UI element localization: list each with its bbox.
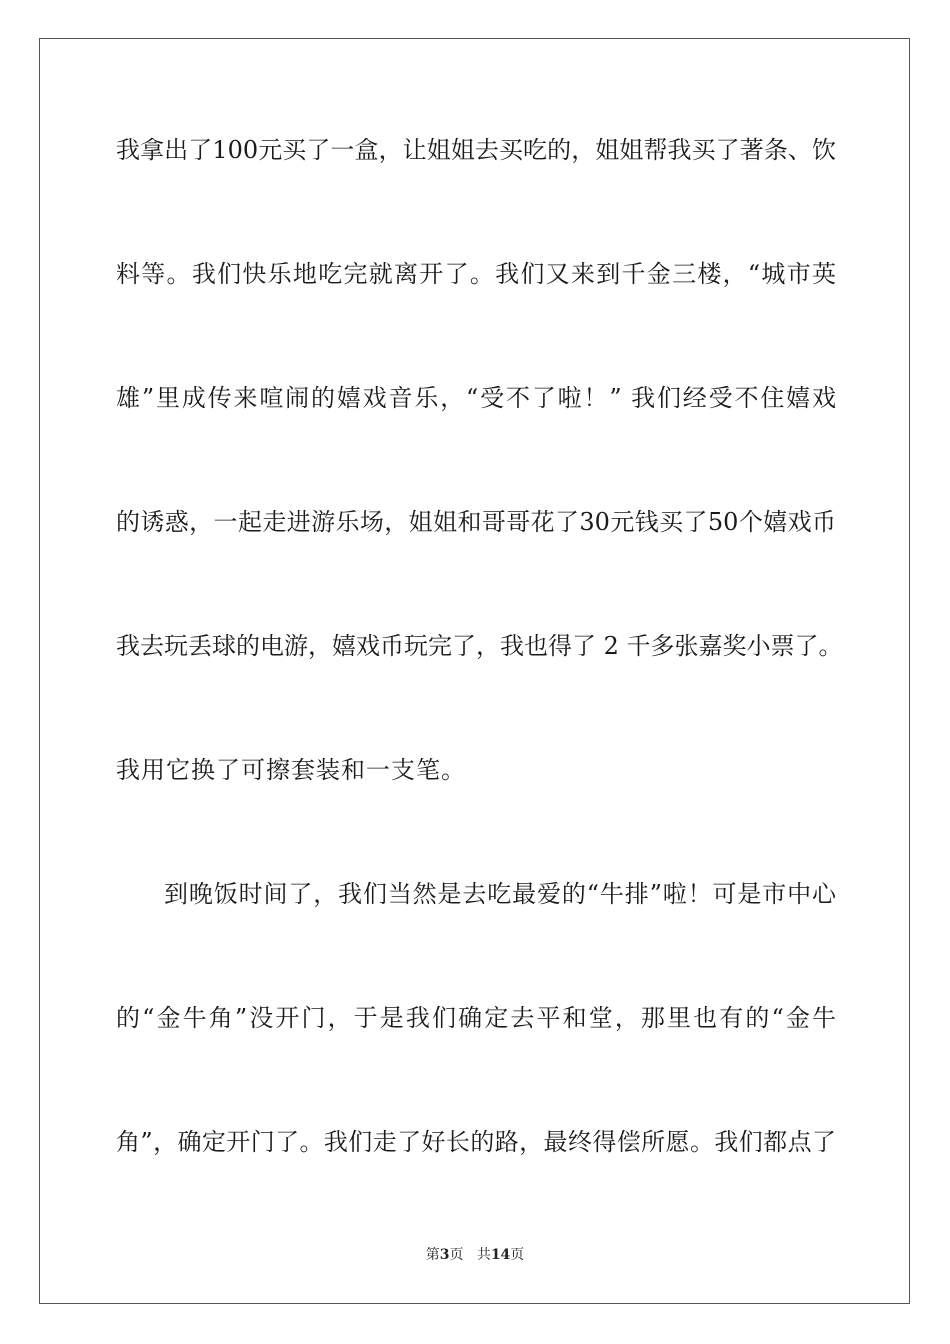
text-line: 的诱惑，一起走进游乐场，姐姐和哥哥花了30元钱买了50个嬉戏币 (116, 508, 836, 536)
paragraph-first-line: 到晚饭时间了，我们当然是去吃最爱的“牛排”啦！可是市中心 (164, 880, 836, 908)
text-line: 我用它换了可擦套装和一支笔。 (116, 756, 466, 784)
text-line: 我去玩丢球的电游，嬉戏币玩完了，我也得了 2 千多张嘉奖小票了。 (116, 632, 843, 660)
total-prefix: 共 (476, 1247, 491, 1263)
page-label-suffix: 页 (449, 1247, 464, 1263)
text-line: 的“金牛角”没开门，于是我们确定去平和堂，那里也有的“金牛 (116, 1004, 836, 1032)
page-label-prefix: 第 (425, 1247, 440, 1263)
text-line: 料等。我们快乐地吃完就离开了。我们又来到千金三楼，“城市英 (116, 260, 836, 288)
text-line: 角”，确定开门了。我们走了好长的路，最终得偿所愿。我们都点了 (116, 1128, 836, 1156)
total-pages: 14 (490, 1247, 511, 1263)
page-number: 3 (439, 1247, 450, 1263)
page-border (39, 38, 910, 1304)
text-line: 我拿出了100元买了一盒，让姐姐去买吃的，姐姐帮我买了著条、饮 (116, 136, 836, 164)
total-suffix: 页 (510, 1247, 525, 1263)
text-line: 雄”里成传来喧闹的嬉戏音乐，“受不了啦！” 我们经受不住嬉戏 (116, 384, 836, 412)
page-footer (0, 1246, 950, 1264)
